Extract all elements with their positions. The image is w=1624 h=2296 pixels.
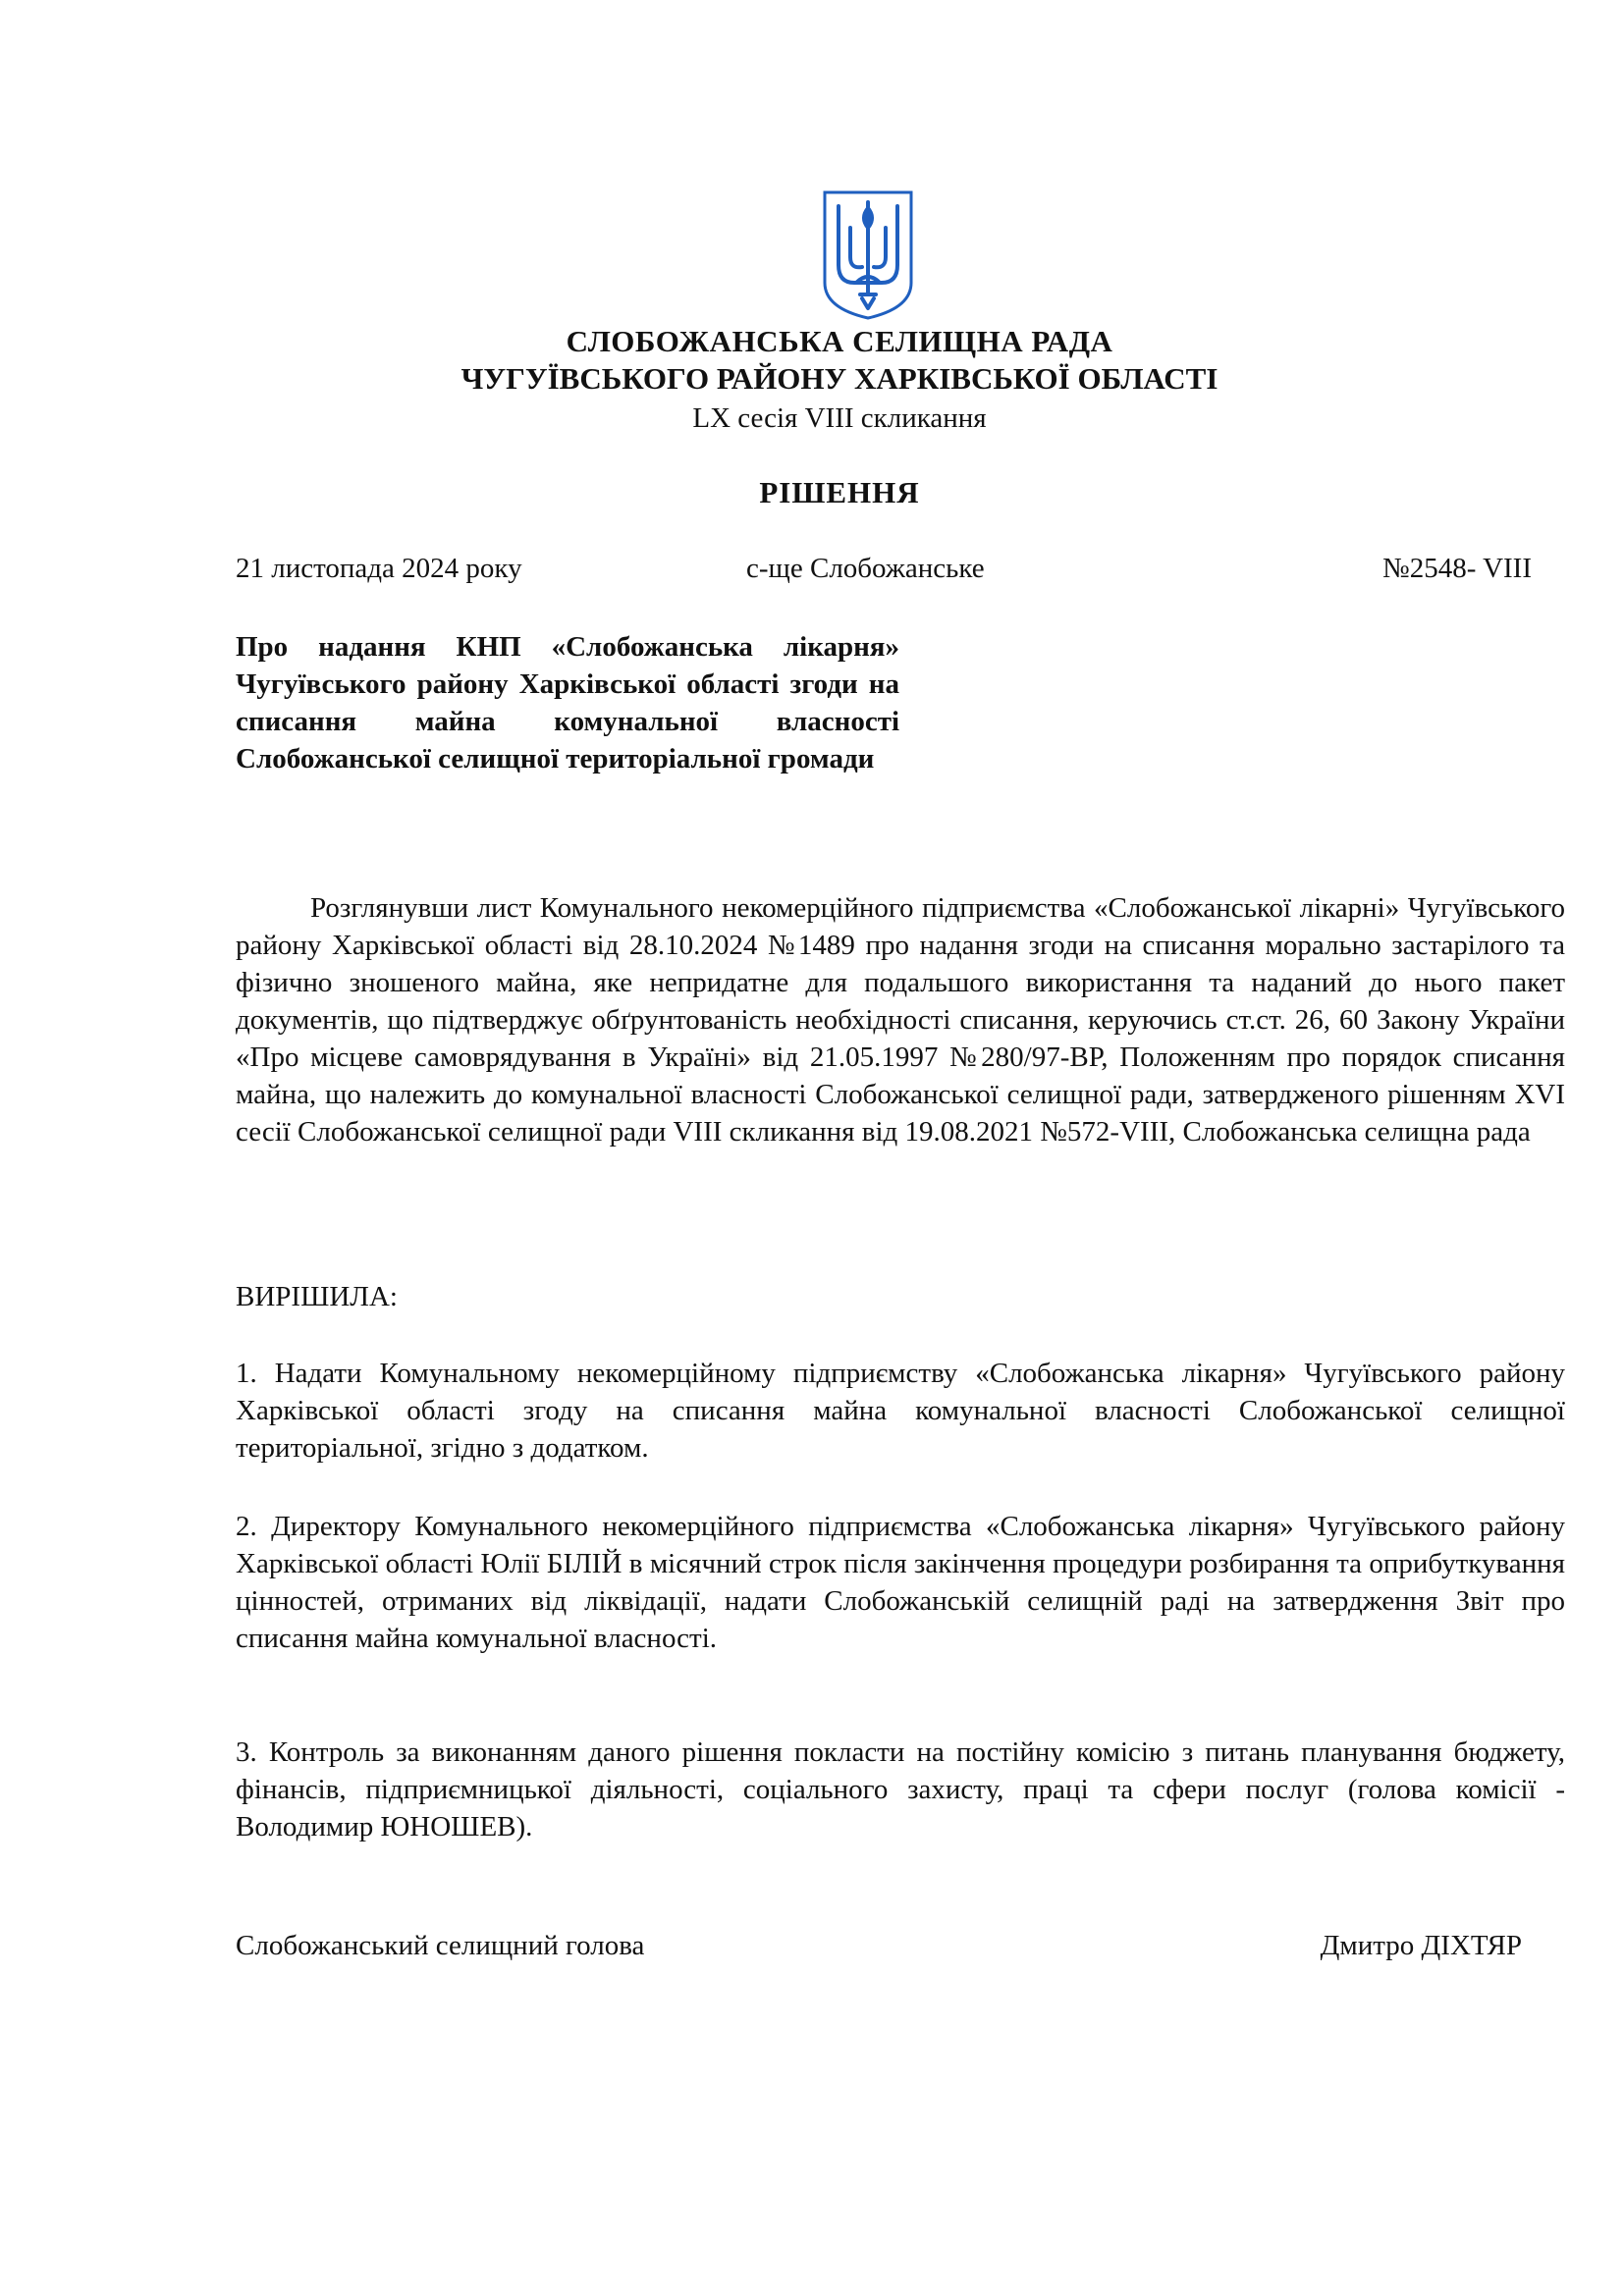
document-number: №2548- VIII — [1382, 553, 1532, 584]
council-name: СЛОБОЖАНСЬКА СЕЛИЩНА РАДА — [566, 324, 1113, 358]
document-place: с-ще Слобожанське — [746, 553, 985, 584]
session-info: LX сесія VIII скликання — [692, 402, 987, 434]
decision-item-3: 3. Контроль за виконанням даного рішення покласти на постійну комісію з питань планування бюджету, фінансів, підприємницької діяльності, соціального захисту, праці та сфери послуг (голова комісії - Володимир ЮНОШЕВ). — [236, 1736, 1565, 1842]
signatory-title: Слобожанський селищний голова — [236, 1930, 645, 1961]
decided-label: ВИРІШИЛА: — [236, 1281, 398, 1312]
document-meta-row — [236, 553, 1532, 592]
document-type-title: РІШЕННЯ — [759, 475, 920, 509]
district-region-name: ЧУГУЇВСЬКОГО РАЙОНУ ХАРКІВСЬКОЇ ОБЛАСТІ — [460, 361, 1218, 396]
coat-of-arms-icon — [821, 188, 915, 322]
preamble-paragraph: Розглянувши лист Комунального некомерційного підприємства «Слобожанської лікарні» Чугуївського району Харківської області від 28.10.2024 №1489 про надання згоди на списання морально застарілого та фізично зношеного майна, яке непридатне для подальшого використання та наданий до нього пакет документів, що підтверджує обґрунтованість необхідності списання, керуючись ст.ст. 26, 60 Закону України «Про місцеве самоврядування в Україні» від 21.05.1997 №280/97-ВР, Положенням про порядок списання майна, що належить до комунальної власності Слобожанської селищної ради, затвердженого рішенням XVI сесії Слобожанської селищної ради VIII скликання від 19.08.2021 №572-VIII, Слобожанська селищна рада — [236, 892, 1565, 1148]
decision-item-1: 1. Надати Комунальному некомерційному підприємству «Слобожанська лікарня» Чугуївського району Харківської області згоду на списання майна комунальної власності Слобожанської селищної територіальної, згідно з додатком. — [236, 1358, 1565, 1464]
signature-block — [236, 1930, 1522, 1969]
decision-item-2: 2. Директору Комунального некомерційного підприємства «Слобожанська лікарня» Чугуївського району Харківської області Юлії БІЛІЙ в місячний строк після закінчення процедури розбирання та оприбуткування цінностей, отриманих від ліквідації, надати Слобожанській селищній раді на затвердження Звіт про списання майна комунальної власності. — [236, 1511, 1565, 1654]
decision-subject: Про надання КНП «Слобожанська лікарня» Чугуївського району Харківської області згоди на списання майна комунальної власності Слобожанської селищної територіальної громади — [236, 631, 899, 774]
document-date: 21 листопада 2024 року — [236, 553, 522, 584]
signatory-name: Дмитро ДІХТЯР — [1320, 1930, 1522, 1961]
